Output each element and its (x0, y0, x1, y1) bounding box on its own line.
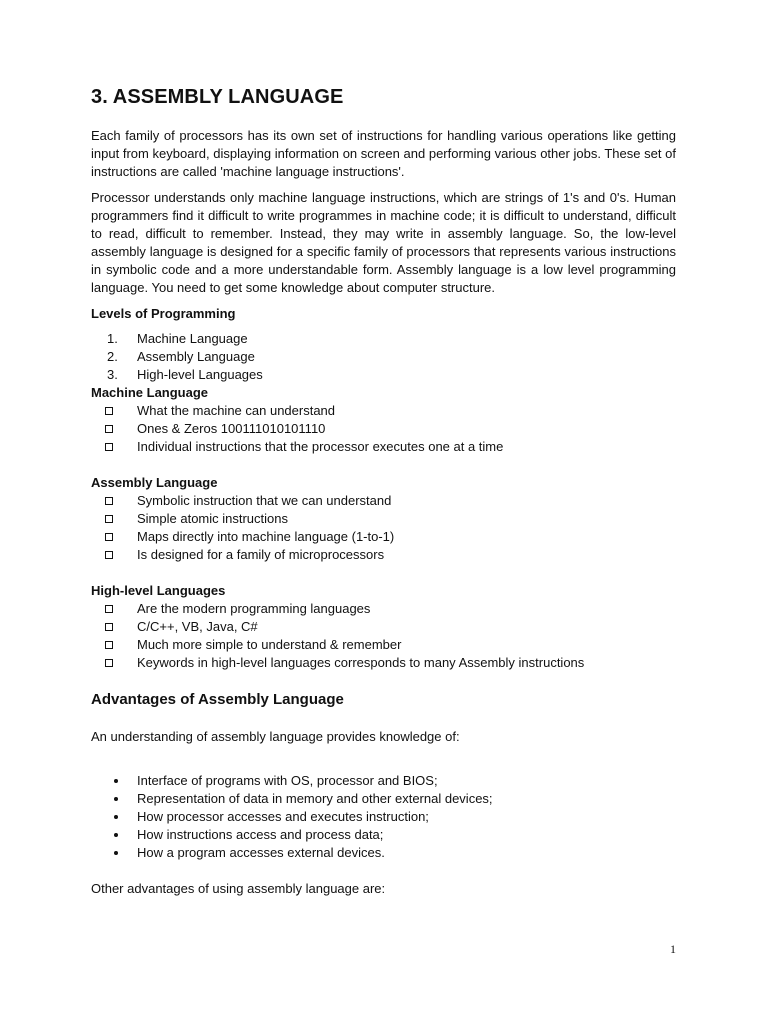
highlevel-list (91, 600, 676, 672)
list-item: C/C++, VB, Java, C# (91, 618, 676, 636)
list-item: Representation of data in memory and other external devices; (91, 790, 676, 808)
machine-heading: Machine Language (91, 385, 209, 400)
square-bullet-icon (105, 497, 113, 505)
round-bullet-icon (114, 833, 118, 837)
processor-paragraph: Processor understands only machine language instructions, which are strings of 1's and 0's. Human programmers find it difficult to write programmes in machine code; it is difficult to understand, difficult to read, difficult to remember. Instead, they may write in assembly language. So, the low-level assembly language is designed for a specific family of processors that represents various instructions in symbolic code and a more understandable form. Assembly language is a low level programming language. You need to get some knowledge about computer structure. (91, 190, 676, 295)
square-bullet-icon (105, 533, 113, 541)
list-item: Individual instructions that the processor executes one at a time (91, 438, 676, 456)
list-item: How a program accesses external devices. (91, 844, 676, 862)
square-bullet-icon (105, 605, 113, 613)
square-bullet-icon (105, 641, 113, 649)
list-item: 1. Machine Language (107, 331, 248, 346)
round-bullet-icon (114, 797, 118, 801)
highlevel-heading: High-level Languages (91, 583, 226, 598)
round-bullet-icon (114, 815, 118, 819)
list-item: Ones & Zeros 100111010101110 (91, 420, 676, 438)
advantages-intro: An understanding of assembly language provides knowledge of: (91, 729, 460, 744)
assembly-list (91, 492, 676, 564)
square-bullet-icon (105, 623, 113, 631)
advantages-list (91, 772, 676, 862)
list-item: Keywords in high-level languages corresponds to many Assembly instructions (91, 654, 676, 672)
list-item: Interface of programs with OS, processor and BIOS; (91, 772, 676, 790)
list-item: Simple atomic instructions (91, 510, 676, 528)
assembly-heading: Assembly Language (91, 475, 218, 490)
round-bullet-icon (114, 779, 118, 783)
list-item: What the machine can understand (91, 402, 676, 420)
square-bullet-icon (105, 443, 113, 451)
list-item: Is designed for a family of microprocessors (91, 546, 676, 564)
square-bullet-icon (105, 551, 113, 559)
square-bullet-icon (105, 515, 113, 523)
list-item: 2. Assembly Language (107, 349, 255, 364)
intro-paragraph: Each family of processors has its own set of instructions for handling various operations like getting input from keyboard, displaying information on screen and performing various other jobs. These set of instructions are called 'machine language instructions'. (91, 128, 676, 179)
list-item: 3. High-level Languages (107, 367, 263, 382)
square-bullet-icon (105, 425, 113, 433)
square-bullet-icon (105, 659, 113, 667)
round-bullet-icon (114, 851, 118, 855)
list-item: Symbolic instruction that we can understand (91, 492, 676, 510)
list-item: How instructions access and process data; (91, 826, 676, 844)
square-bullet-icon (105, 407, 113, 415)
list-item: Maps directly into machine language (1-to-1) (91, 528, 676, 546)
advantages-heading: Advantages of Assembly Language (91, 691, 344, 708)
document-page (91, 86, 676, 906)
levels-heading: Levels of Programming (91, 306, 236, 321)
list-item: How processor accesses and executes instruction; (91, 808, 676, 826)
levels-list (91, 330, 676, 384)
list-item: Are the modern programming languages (91, 600, 676, 618)
page-number: 1 (670, 942, 676, 956)
advantages-outro: Other advantages of using assembly language are: (91, 881, 386, 896)
machine-list (91, 402, 676, 456)
list-item: Much more simple to understand & remember (91, 636, 676, 654)
page-title: 3. ASSEMBLY LANGUAGE (91, 86, 344, 108)
